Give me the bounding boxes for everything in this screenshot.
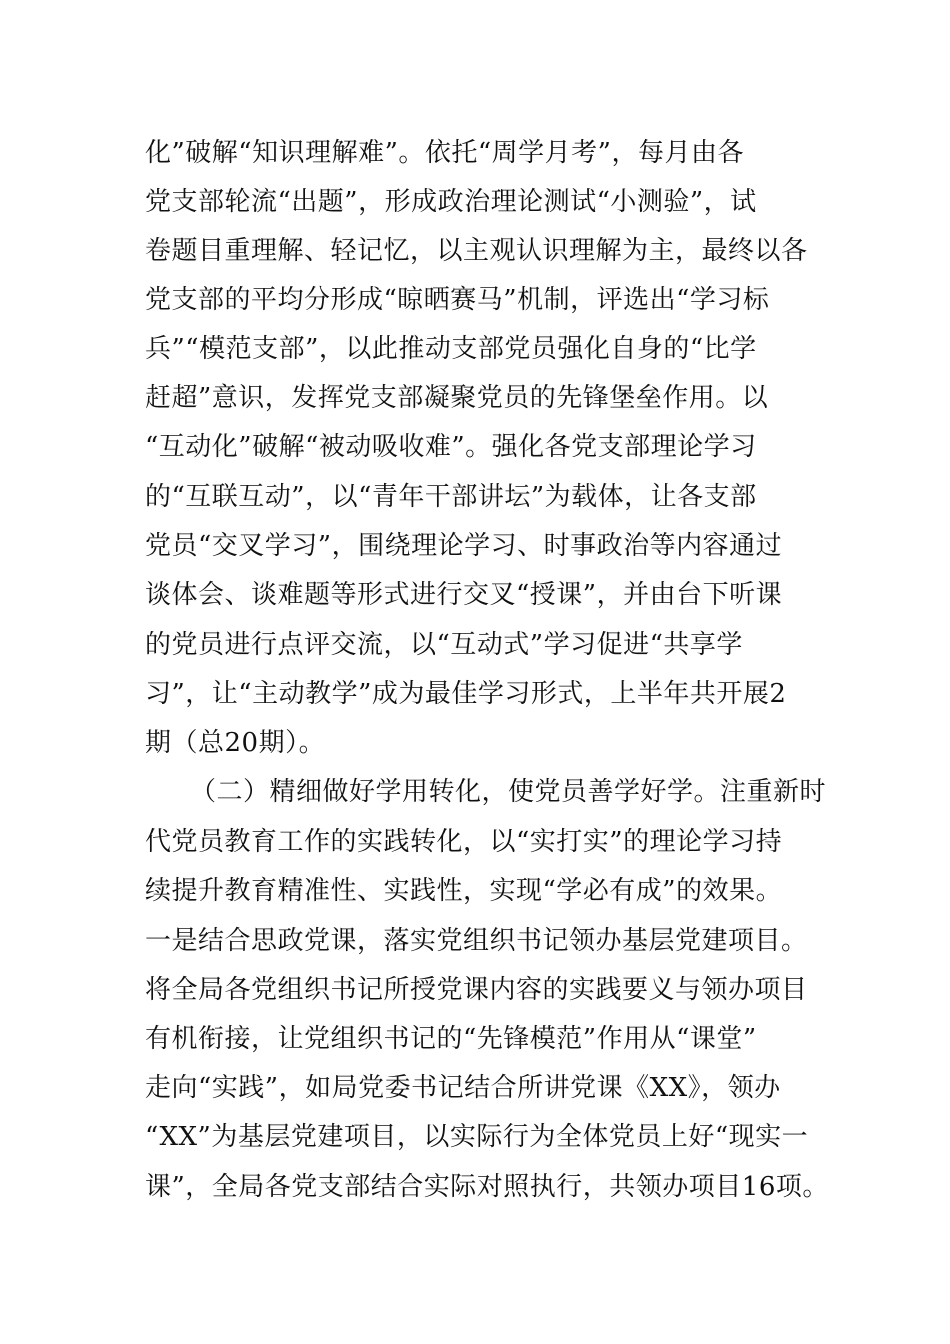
body-line: 党支部轮流“出题”，形成政治理论测试“小测验”，试 [145,187,757,217]
body-line: 赶超”意识，发挥党支部凝聚党员的先锋堡垒作用。以 [145,383,769,413]
body-line: 期（总20期）。 [145,728,326,758]
body-line: 有机衔接，让党组织书记的“先锋模范”作用从“课堂” [145,1024,757,1054]
body-line: 卷题目重理解、轻记忆，以主观认识理解为主，最终以各 [145,236,808,266]
body-line: 党支部的平均分形成“晾晒赛马”机制，评选出“学习标 [145,285,770,315]
body-line: 续提升教育精准性、实践性，实现“学必有成”的效果。 [145,876,783,906]
body-line: 的“互联互动”，以“青年干部讲坛”为载体，让各支部 [145,482,757,512]
body-line: 走向“实践”，如局党委书记结合所讲党课《XX》，领办 [145,1073,781,1103]
body-line: “XX”为基层党建项目，以实际行为全体党员上好“现实一 [145,1122,809,1152]
body-line: 一是结合思政党课，落实党组织书记领办基层党建项目。 [145,926,808,956]
body-line: 将全局各党组织书记所授党课内容的实践要义与领办项目 [145,975,808,1005]
body-line: 的党员进行点评交流，以“互动式”学习促进“共享学 [145,630,743,660]
section-heading-line: （二）精细做好学用转化，使党员善学好学。注重新时 [190,777,827,807]
body-line: 兵”“模范支部”，以此推动支部党员强化自身的“比学 [145,334,757,364]
body-line: 习”，让“主动教学”成为最佳学习形式，上半年共开展2 [145,679,787,709]
body-line: 谈体会、谈难题等形式进行交叉“授课”，并由台下听课 [145,580,783,610]
body-line: “互动化”破解“被动吸收难”。强化各党支部理论学习 [145,432,757,462]
body-line: 化”破解“知识理解难”。依托“周学月考”，每月由各 [145,138,744,168]
body-line: 课”，全局各党支部结合实际对照执行，共领办项目16项。 [145,1172,829,1202]
body-line: 党员“交叉学习”，围绕理论学习、时事政治等内容通过 [145,531,783,561]
body-line: 代党员教育工作的实践转化，以“实打实”的理论学习持 [145,827,783,857]
